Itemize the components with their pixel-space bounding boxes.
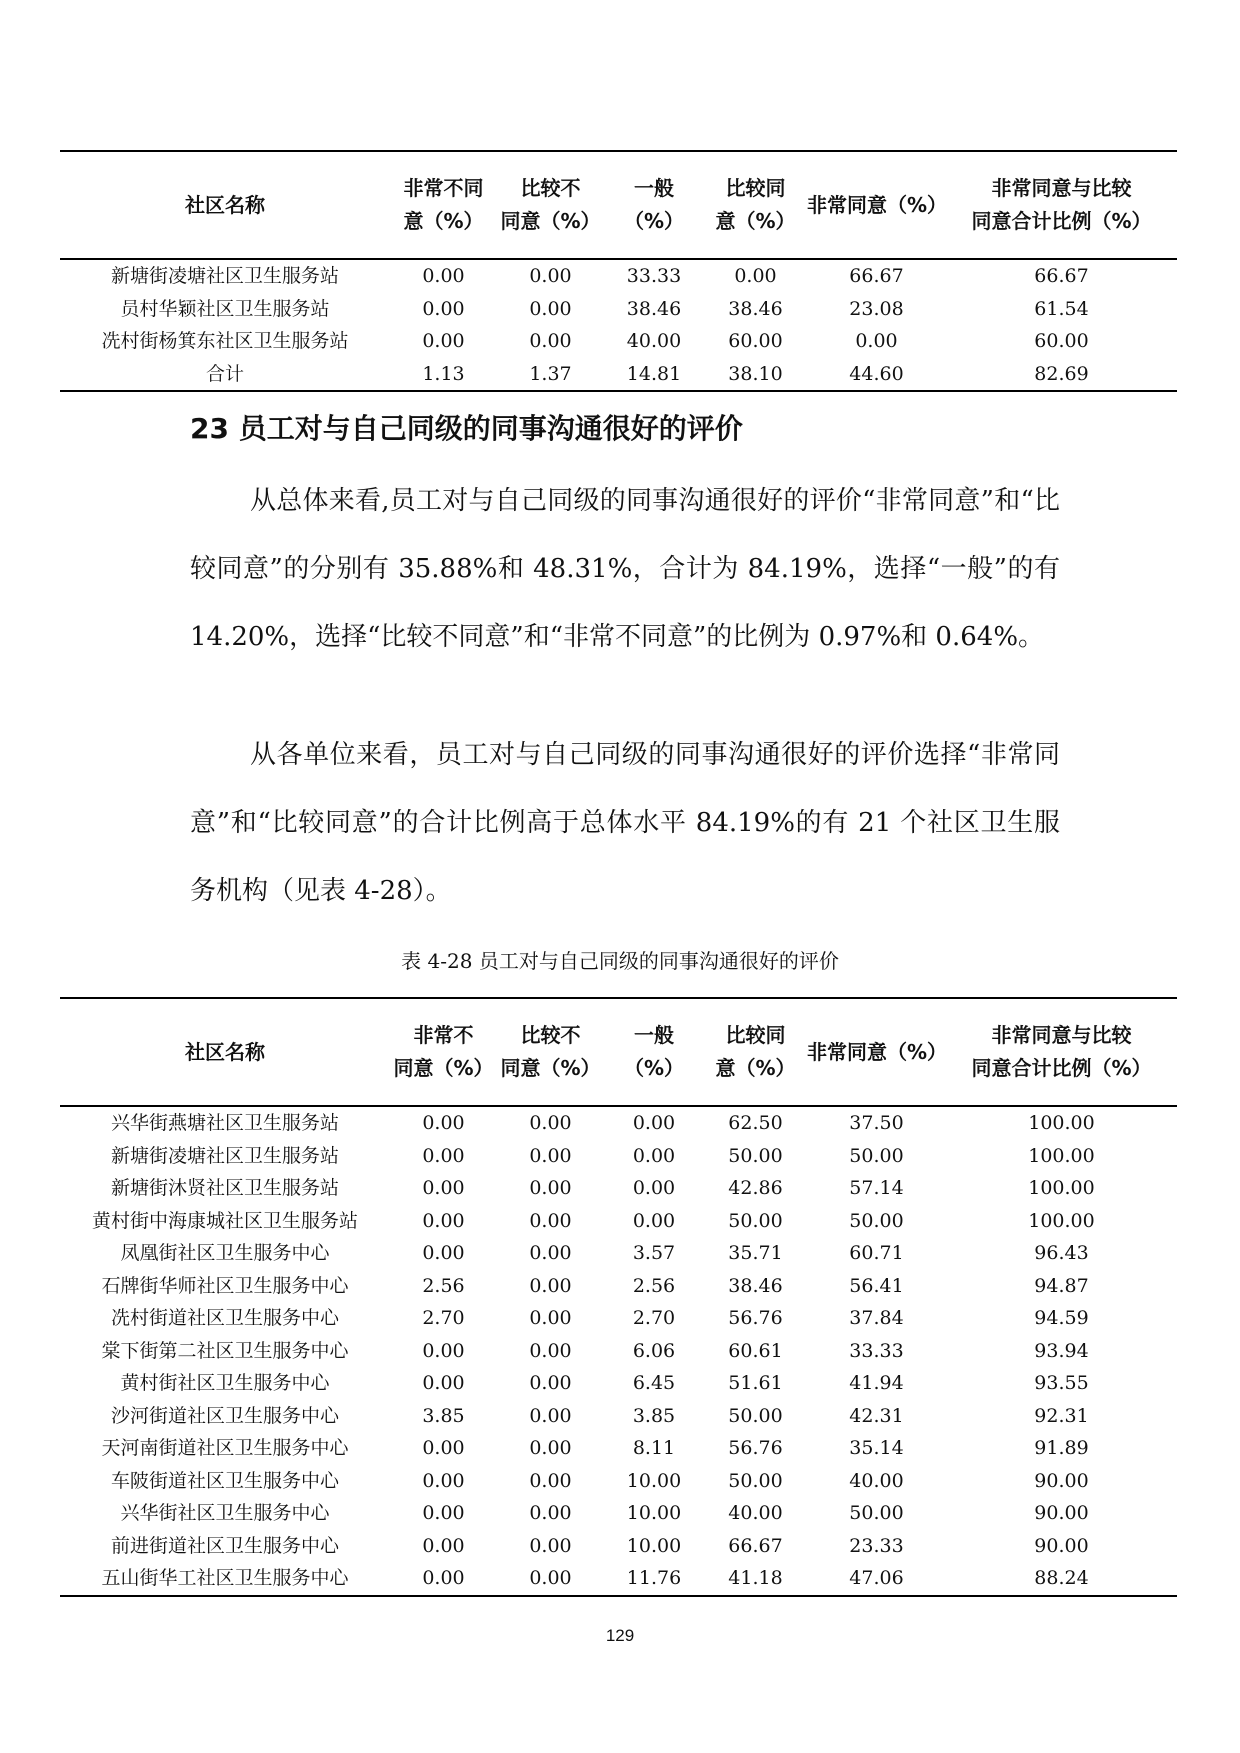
- value-cell: 61.54: [1034, 297, 1089, 320]
- value-cell: 100.00: [1028, 1209, 1095, 1232]
- value-cell: 50.00: [849, 1209, 904, 1232]
- value-cell: 0.00: [422, 1112, 465, 1134]
- column-header: 非常同意与比较 同意合计比例（%）: [946, 998, 1177, 1106]
- table-row: [60, 259, 1177, 293]
- value-cell: 90.00: [1034, 1469, 1089, 1492]
- header-row: [60, 151, 1177, 259]
- value-cell: 23.08: [849, 297, 904, 320]
- value-cell: 0.00: [734, 265, 777, 287]
- value-cell: 41.94: [849, 1372, 904, 1394]
- value-cell: 0.00: [422, 1437, 465, 1459]
- value-cell: 60.00: [1034, 330, 1089, 352]
- value-cell: 0.00: [422, 1209, 465, 1232]
- row-name-cell: 员村华颖社区卫生服务站: [120, 297, 330, 320]
- value-cell: 0.00: [422, 1144, 465, 1167]
- value-cell: 92.31: [1034, 1404, 1089, 1427]
- previous-table-header: [60, 151, 1177, 259]
- value-cell: 38.46: [728, 1274, 783, 1297]
- column-header: 社区名称: [60, 151, 390, 259]
- value-cell: 0.00: [855, 330, 898, 352]
- value-cell: 100.00: [1028, 1177, 1095, 1199]
- table-row: [60, 1562, 1177, 1596]
- value-cell: 10.00: [626, 1502, 682, 1524]
- paragraph-by-unit: 从各单位来看，员工对与自己同级的同事沟通很好的评价选择“非常同意”和“比较同意”的合计比例高于总体水平 84.19%的有 21 个社区卫生服务机构（见表 4-28）。: [190, 740, 1060, 906]
- row-name-cell: 前进街道社区卫生服务中心: [110, 1534, 339, 1557]
- row-name-cell: 沙河街道社区卫生服务中心: [110, 1404, 339, 1427]
- table-row: [60, 1140, 1177, 1173]
- value-cell: 0.00: [422, 1242, 465, 1264]
- column-header: 非常不同 意（%）: [390, 151, 497, 259]
- value-cell: 0.00: [529, 1112, 572, 1134]
- value-cell: 23.33: [849, 1534, 904, 1557]
- value-cell: 90.00: [1034, 1502, 1089, 1524]
- section-heading: 23 员工对与自己同级的同事沟通很好的评价: [190, 412, 743, 445]
- value-cell: 2.70: [422, 1307, 465, 1329]
- table-row: [60, 1432, 1177, 1465]
- value-cell: 88.24: [946, 1562, 1177, 1596]
- value-cell: 51.61: [728, 1372, 783, 1394]
- value-cell: 1.37: [497, 358, 604, 392]
- value-cell: 2.56: [422, 1274, 465, 1297]
- value-cell: 0.00: [529, 1177, 572, 1199]
- value-cell: 41.18: [704, 1562, 807, 1596]
- value-cell: 0.00: [529, 265, 572, 287]
- page-number: 129: [605, 1626, 635, 1645]
- column-header: 社区名称: [60, 998, 390, 1106]
- value-cell: 62.50: [728, 1112, 783, 1134]
- value-cell: 37.50: [849, 1112, 904, 1134]
- header-row: [60, 998, 1177, 1106]
- value-cell: 66.67: [1034, 265, 1089, 287]
- table-row: [60, 358, 1177, 392]
- value-cell: 50.00: [849, 1502, 904, 1524]
- row-name-cell: 冼村街道社区卫生服务中心: [110, 1307, 339, 1329]
- column-header: 非常不 同意（%）: [390, 998, 497, 1106]
- table-row: [60, 1400, 1177, 1433]
- value-cell: 0.00: [422, 1469, 465, 1492]
- value-cell: 0.00: [529, 1242, 572, 1264]
- value-cell: 37.84: [849, 1307, 904, 1329]
- row-name-cell: 车陂街道社区卫生服务中心: [110, 1469, 339, 1492]
- table-row: [60, 1497, 1177, 1530]
- value-cell: 35.14: [849, 1437, 904, 1459]
- row-name-cell: 新塘街沐贤社区卫生服务站: [110, 1177, 339, 1199]
- table-row: [60, 1367, 1177, 1400]
- column-header: 非常同意（%）: [807, 151, 946, 259]
- row-name-cell: 合计: [60, 358, 390, 392]
- value-cell: 0.00: [422, 1177, 465, 1199]
- value-cell: 0.00: [529, 1307, 572, 1329]
- value-cell: 3.57: [632, 1242, 676, 1264]
- value-cell: 0.00: [529, 1469, 572, 1492]
- row-name-cell: 黄村街中海康城社区卫生服务站: [91, 1209, 358, 1232]
- value-cell: 38.10: [704, 358, 807, 392]
- value-cell: 0.00: [529, 1534, 572, 1557]
- value-cell: 93.55: [1034, 1372, 1089, 1394]
- value-cell: 0.00: [529, 1274, 572, 1297]
- value-cell: 100.00: [1028, 1144, 1095, 1167]
- value-cell: 38.46: [728, 297, 783, 320]
- value-cell: 91.89: [1034, 1437, 1089, 1459]
- value-cell: 94.59: [1034, 1307, 1089, 1329]
- row-name-cell: 兴华街燕塘社区卫生服务站: [110, 1112, 339, 1134]
- value-cell: 11.76: [604, 1562, 704, 1596]
- table-row: [60, 1106, 1177, 1140]
- value-cell: 50.00: [728, 1404, 783, 1427]
- value-cell: 94.87: [1034, 1274, 1089, 1297]
- value-cell: 0.00: [529, 1372, 572, 1394]
- value-cell: 42.31: [849, 1404, 904, 1427]
- value-cell: 56.76: [728, 1437, 783, 1459]
- value-cell: 0.00: [632, 1177, 676, 1199]
- column-header: 非常同意（%）: [807, 998, 946, 1106]
- value-cell: 33.33: [626, 265, 682, 287]
- value-cell: 66.67: [849, 265, 904, 287]
- column-header: 比较同 意（%）: [704, 998, 807, 1106]
- table-row: [60, 1302, 1177, 1335]
- paragraph-overall: 从总体来看,员工对与自己同级的同事沟通很好的评价“非常同意”和“比较同意”的分别有 35.88%和 48.31%，合计为 84.19%，选择“一般”的有 14.20%，选择“比较不同意”和“非常不同意”的比例为 0.97%和 0.64%。: [190, 486, 1060, 652]
- value-cell: 0.00: [529, 1502, 572, 1524]
- value-cell: 60.71: [849, 1242, 904, 1264]
- column-header: 比较同 意（%）: [704, 151, 807, 259]
- previous-table-body: [60, 259, 1177, 391]
- value-cell: 40.00: [626, 330, 682, 352]
- column-header: 一般 （%）: [604, 998, 704, 1106]
- value-cell: 40.00: [849, 1469, 904, 1492]
- value-cell: 33.33: [849, 1339, 904, 1362]
- value-cell: 0.00: [529, 1437, 572, 1459]
- value-cell: 8.11: [632, 1437, 676, 1459]
- value-cell: 66.67: [728, 1534, 783, 1557]
- column-header: 比较不 同意（%）: [497, 998, 604, 1106]
- table-row: [60, 1205, 1177, 1238]
- value-cell: 10.00: [626, 1534, 682, 1557]
- table-row: [60, 1530, 1177, 1563]
- value-cell: 0.00: [497, 1562, 604, 1596]
- row-name-cell: 天河南街道社区卫生服务中心: [101, 1437, 349, 1459]
- row-name-cell: 凤凰街社区卫生服务中心: [120, 1242, 330, 1264]
- value-cell: 0.00: [422, 265, 465, 287]
- table-row: [60, 325, 1177, 358]
- value-cell: 2.56: [632, 1274, 676, 1297]
- value-cell: 0.00: [529, 1404, 572, 1427]
- value-cell: 1.13: [390, 358, 497, 392]
- column-header: 比较不 同意（%）: [497, 151, 604, 259]
- row-name-cell: 五山街华工社区卫生服务中心: [60, 1562, 390, 1596]
- value-cell: 44.60: [807, 358, 946, 392]
- value-cell: 35.71: [728, 1242, 783, 1264]
- value-cell: 56.76: [728, 1307, 783, 1329]
- table-row: [60, 293, 1177, 326]
- value-cell: 0.00: [390, 1562, 497, 1596]
- value-cell: 100.00: [1028, 1112, 1095, 1134]
- value-cell: 0.00: [422, 297, 465, 320]
- table-row: [60, 1465, 1177, 1498]
- value-cell: 0.00: [422, 1372, 465, 1394]
- row-name-cell: 新塘街凌塘社区卫生服务站: [110, 265, 339, 287]
- table-row: [60, 1335, 1177, 1368]
- value-cell: 0.00: [632, 1144, 676, 1167]
- value-cell: 0.00: [422, 330, 465, 352]
- row-name-cell: 冼村街杨箕东社区卫生服务站: [101, 330, 349, 352]
- value-cell: 93.94: [1034, 1339, 1089, 1362]
- value-cell: 3.85: [422, 1404, 465, 1427]
- value-cell: 40.00: [728, 1502, 783, 1524]
- value-cell: 0.00: [529, 1339, 572, 1362]
- value-cell: 6.45: [632, 1372, 676, 1394]
- value-cell: 42.86: [728, 1177, 783, 1199]
- value-cell: 96.43: [1034, 1242, 1089, 1264]
- main-table-header: [60, 998, 1177, 1106]
- main-table: [60, 997, 1177, 1597]
- value-cell: 82.69: [946, 358, 1177, 392]
- value-cell: 50.00: [849, 1144, 904, 1167]
- value-cell: 38.46: [626, 297, 682, 320]
- column-header: 非常同意与比较 同意合计比例（%）: [946, 151, 1177, 259]
- value-cell: 47.06: [807, 1562, 946, 1596]
- value-cell: 0.00: [632, 1112, 676, 1134]
- value-cell: 0.00: [529, 297, 572, 320]
- value-cell: 0.00: [422, 1339, 465, 1362]
- value-cell: 14.81: [604, 358, 704, 392]
- value-cell: 56.41: [849, 1274, 904, 1297]
- table-row: [60, 1172, 1177, 1205]
- row-name-cell: 兴华街社区卫生服务中心: [120, 1502, 330, 1524]
- value-cell: 60.61: [728, 1339, 783, 1362]
- value-cell: 50.00: [728, 1469, 783, 1492]
- value-cell: 0.00: [529, 330, 572, 352]
- value-cell: 50.00: [728, 1209, 783, 1232]
- value-cell: 0.00: [422, 1534, 465, 1557]
- value-cell: 10.00: [626, 1469, 682, 1492]
- value-cell: 60.00: [728, 330, 783, 352]
- value-cell: 50.00: [728, 1144, 783, 1167]
- column-header: 一般 （%）: [604, 151, 704, 259]
- table-caption: 表 4-28 员工对与自己同级的同事沟通很好的评价: [401, 949, 839, 973]
- row-name-cell: 黄村街社区卫生服务中心: [120, 1372, 330, 1394]
- table-row: [60, 1237, 1177, 1270]
- value-cell: 0.00: [632, 1209, 676, 1232]
- table-row: [60, 1270, 1177, 1303]
- previous-table: [60, 150, 1177, 392]
- value-cell: 0.00: [422, 1502, 465, 1524]
- row-name-cell: 新塘街凌塘社区卫生服务站: [110, 1144, 339, 1167]
- main-table-body: [60, 1106, 1177, 1596]
- value-cell: 57.14: [849, 1177, 904, 1199]
- value-cell: 3.85: [632, 1404, 676, 1427]
- row-name-cell: 棠下街第二社区卫生服务中心: [101, 1339, 349, 1362]
- value-cell: 6.06: [632, 1339, 676, 1362]
- value-cell: 90.00: [1034, 1534, 1089, 1557]
- value-cell: 2.70: [632, 1307, 676, 1329]
- row-name-cell: 石牌街华师社区卫生服务中心: [101, 1274, 349, 1297]
- value-cell: 0.00: [529, 1144, 572, 1167]
- value-cell: 0.00: [529, 1209, 572, 1232]
